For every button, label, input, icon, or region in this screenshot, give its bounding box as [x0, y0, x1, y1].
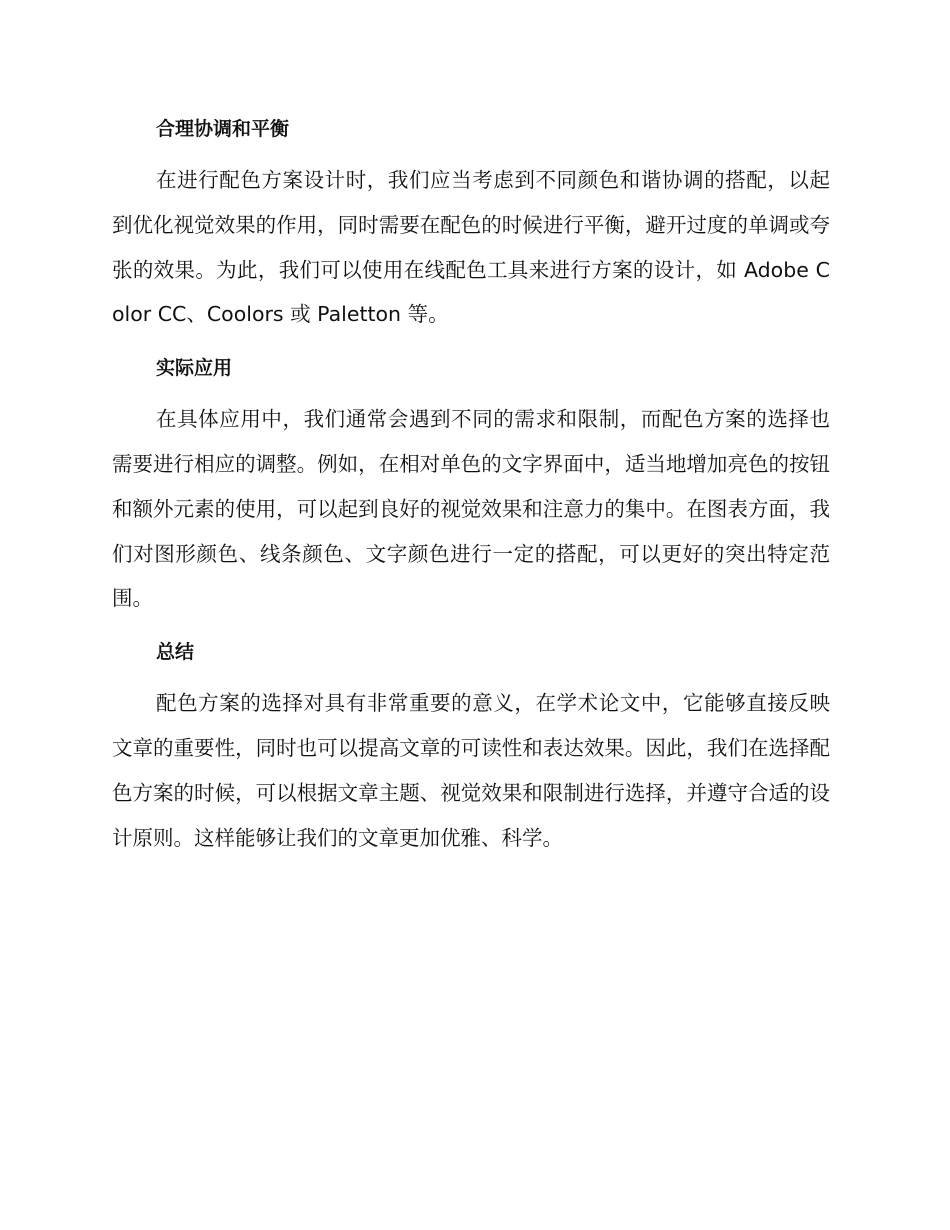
section-balance [112, 112, 830, 337]
section-paragraph: 配色方案的选择对具有非常重要的意义，在学术论文中，它能够直接反映文章的重要性，同时也可以提高文章的可读性和表达效果。因此，我们在选择配色方案的时候，可以根据文章主题、视觉效果和限制进行选择，并遵守合适的设计原则。这样能够让我们的文章更加优雅、科学。 [112, 691, 830, 850]
section-summary [112, 635, 830, 860]
section-application [112, 351, 830, 621]
section-heading: 总结 [156, 641, 195, 664]
section-heading: 实际应用 [156, 357, 233, 380]
section-paragraph: 在进行配色方案设计时，我们应当考虑到不同颜色和谐协调的搭配，以起到优化视觉效果的作用，同时需要在配色的时候进行平衡，避开过度的单调或夸张的效果。为此，我们可以使用在线配色工具来进行方案的设计，如 Adobe Color CC、Coolors 或 Paletton 等。 [112, 168, 830, 327]
document-page [112, 112, 830, 874]
section-heading: 合理协调和平衡 [156, 118, 290, 140]
section-paragraph: 在具体应用中，我们通常会遇到不同的需求和限制，而配色方案的选择也需要进行相应的调整。例如，在相对单色的文字界面中，适当地增加亮色的按钮和额外元素的使用，可以起到良好的视觉效果和注意力的集中。在图表方面，我们对图形颜色、线条颜色、文字颜色进行一定的搭配，可以更好的突出特定范围。 [112, 407, 830, 611]
